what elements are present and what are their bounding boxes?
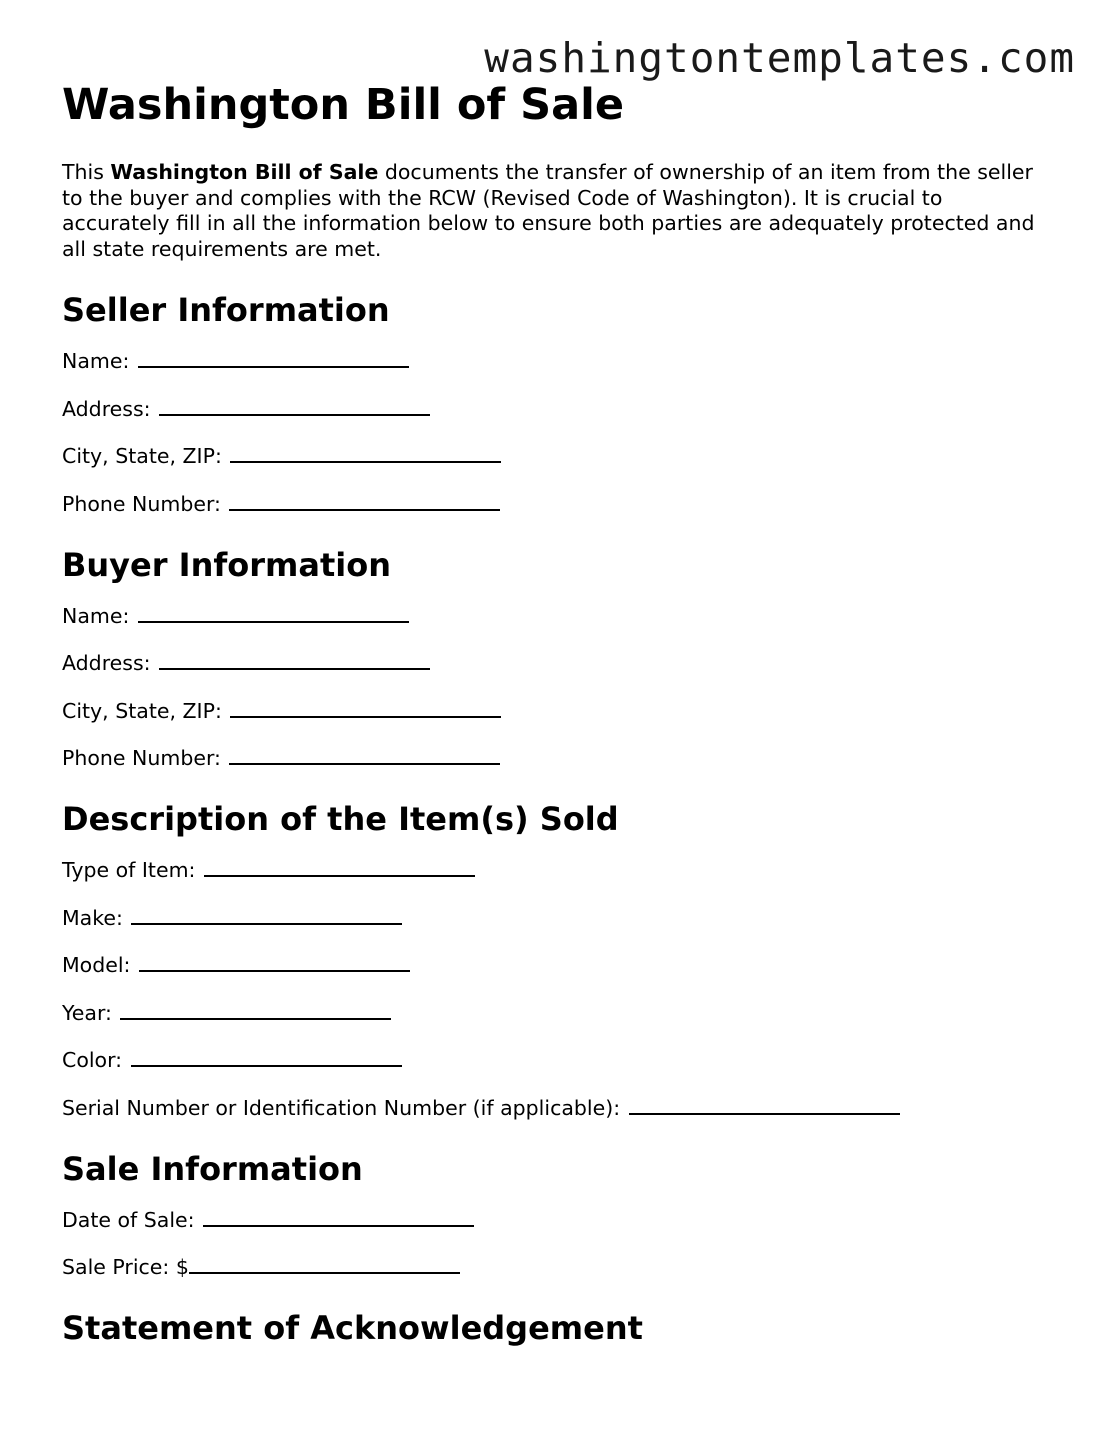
acknowledgement-section (62, 1308, 1052, 1348)
items-heading: Description of the Item(s) Sold (62, 800, 619, 838)
buyer-phone-blank[interactable] (229, 745, 500, 765)
intro-paragraph (62, 160, 1052, 262)
buyer-city-field (62, 698, 1052, 724)
seller-phone-blank[interactable] (229, 491, 500, 511)
buyer-phone-label: Phone Number: (62, 746, 221, 770)
buyer-city-label: City, State, ZIP: (62, 698, 222, 723)
seller-city-blank[interactable] (230, 443, 501, 463)
item-make-label: Make: (62, 905, 123, 930)
item-color-field (62, 1047, 1052, 1073)
item-type-label: Type of Item: (62, 858, 196, 882)
seller-heading: Seller Information (62, 291, 390, 329)
buyer-section (62, 545, 1052, 772)
item-make-field (62, 905, 1052, 931)
buyer-heading: Buyer Information (62, 545, 391, 584)
item-type-blank[interactable] (204, 857, 475, 877)
site-watermark: washingtontemplates.com (484, 34, 1075, 82)
intro-bold: Washington Bill of Sale (110, 160, 379, 184)
item-type-field (62, 857, 1052, 883)
item-serial-field (62, 1095, 1052, 1121)
buyer-city-blank[interactable] (230, 698, 501, 718)
seller-section (62, 290, 1052, 517)
seller-phone-label: Phone Number: (62, 491, 221, 516)
buyer-address-label: Address: (62, 651, 151, 675)
sale-section (62, 1149, 1052, 1281)
seller-name-label: Name: (62, 349, 130, 373)
seller-name-blank[interactable] (138, 348, 409, 368)
seller-address-field (62, 396, 1052, 422)
buyer-name-blank[interactable] (138, 603, 409, 623)
sale-date-label: Date of Sale: (62, 1207, 195, 1232)
sale-price-label: Sale Price: $ (62, 1255, 189, 1279)
item-year-label: Year: (62, 1000, 112, 1025)
sale-price-field (62, 1254, 1052, 1280)
acknowledgement-heading: Statement of Acknowledgement (62, 1309, 643, 1347)
item-color-label: Color: (62, 1048, 123, 1072)
buyer-name-label: Name: (62, 603, 130, 628)
page-title: Washington Bill of Sale (62, 80, 625, 130)
sale-date-blank[interactable] (203, 1207, 474, 1227)
item-year-blank[interactable] (120, 1000, 391, 1020)
seller-city-label: City, State, ZIP: (62, 444, 222, 468)
item-serial-blank[interactable] (629, 1095, 900, 1115)
items-section (62, 799, 1052, 1121)
item-model-blank[interactable] (139, 952, 410, 972)
sale-date-field (62, 1207, 1052, 1233)
buyer-phone-field (62, 745, 1052, 771)
buyer-name-field (62, 603, 1052, 629)
item-serial-label: Serial Number or Identification Number (if applicable): (62, 1095, 621, 1120)
seller-address-label: Address: (62, 396, 151, 421)
seller-address-blank[interactable] (159, 396, 430, 416)
sale-heading: Sale Information (62, 1149, 363, 1188)
item-color-blank[interactable] (131, 1047, 402, 1067)
seller-phone-field (62, 491, 1052, 517)
sale-price-blank[interactable] (189, 1254, 460, 1274)
seller-city-field (62, 443, 1052, 469)
buyer-address-field (62, 650, 1052, 676)
buyer-address-blank[interactable] (159, 650, 430, 670)
item-year-field (62, 1000, 1052, 1026)
intro-prefix: This (62, 160, 111, 184)
seller-name-field (62, 348, 1052, 374)
item-model-field (62, 952, 1052, 978)
item-make-blank[interactable] (131, 905, 402, 925)
document (62, 78, 1052, 1348)
item-model-label: Model: (62, 953, 131, 977)
intro-rest: documents the transfer of ownership of an item from the seller to the buyer and complies with the RCW (Revised Code of Washington). It is crucial to accurately fill in all the information below to ensure both parties are adequately protected and all state requirements are met. (62, 160, 1035, 261)
